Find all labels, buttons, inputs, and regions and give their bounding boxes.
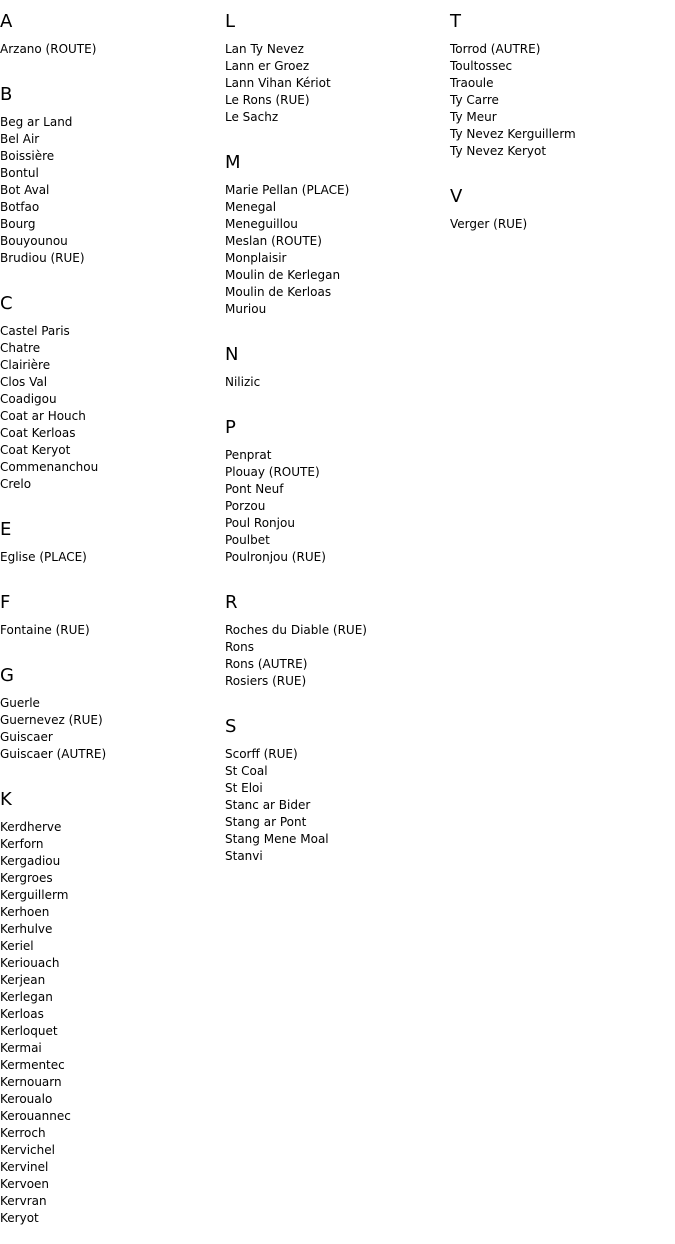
street-name: Poulronjou (RUE) <box>225 550 326 564</box>
street-name: Kerdherve <box>0 820 62 834</box>
street-name: Keriel <box>0 939 34 953</box>
street-name: Kerforn <box>0 837 44 851</box>
street-name: Boissière <box>0 149 55 163</box>
street-name: Rons <box>225 640 254 654</box>
street-name: Arzano (ROUTE) <box>0 42 97 56</box>
street-list <box>225 374 445 391</box>
section-spacer <box>225 865 445 880</box>
street-name: Marie Pellan (PLACE) <box>225 183 350 197</box>
letter-section <box>450 186 670 248</box>
letter-section <box>225 592 445 705</box>
street-name: Guiscaer (AUTRE) <box>0 747 107 761</box>
column-1 <box>0 0 220 1242</box>
section-letter-heading: R <box>225 592 238 613</box>
letter-section <box>225 417 445 581</box>
street-name: Bontul <box>0 166 39 180</box>
street-name: Kervoen <box>0 1177 50 1191</box>
street-name: Clos Val <box>0 375 48 389</box>
street-name: Keryot <box>0 1211 39 1225</box>
section-letter-heading: S <box>225 716 237 737</box>
street-name: Fontaine (RUE) <box>0 623 90 637</box>
letter-section <box>225 344 445 406</box>
section-letter-heading: C <box>0 293 13 314</box>
street-name: Penprat <box>225 448 272 462</box>
letter-section <box>0 11 220 73</box>
street-name: Bel Air <box>0 132 40 146</box>
street-name: Kerjean <box>0 973 46 987</box>
street-list <box>225 447 445 566</box>
street-name: Clairière <box>0 358 51 372</box>
section-letter-heading: F <box>0 592 11 613</box>
section-spacer <box>450 233 670 248</box>
street-name: Meslan (ROUTE) <box>225 234 322 248</box>
section-spacer <box>0 566 220 581</box>
street-name: Kerguillerm <box>0 888 69 902</box>
section-spacer <box>0 763 220 778</box>
street-name: Muriou <box>225 302 267 316</box>
street-name: Brudiou (RUE) <box>0 251 85 265</box>
section-letter-heading: E <box>0 519 12 540</box>
section-spacer <box>450 160 670 175</box>
street-name: Coat ar Houch <box>0 409 86 423</box>
street-name: Scorff (RUE) <box>225 747 298 761</box>
street-name: Le Sachz <box>225 110 279 124</box>
street-name: Kergadiou <box>0 854 61 868</box>
section-spacer <box>0 58 220 73</box>
letter-section <box>0 592 220 654</box>
street-list <box>0 41 220 58</box>
street-name: Kerhoen <box>0 905 50 919</box>
street-name: Verger (RUE) <box>450 217 528 231</box>
street-name: Stang ar Pont <box>225 815 307 829</box>
street-list <box>0 114 220 267</box>
section-letter-heading: A <box>0 11 13 32</box>
street-name: Kernouarn <box>0 1075 62 1089</box>
street-name: Kerroch <box>0 1126 46 1140</box>
street-name: Stang Mene Moal <box>225 832 329 846</box>
street-name: Kervinel <box>0 1160 49 1174</box>
street-name: Eglise (PLACE) <box>0 550 87 564</box>
street-name: Coadigou <box>0 392 57 406</box>
letter-section <box>0 293 220 508</box>
street-name: Bourg <box>0 217 36 231</box>
street-name: Kerloquet <box>0 1024 58 1038</box>
street-name: Ty Nevez Keryot <box>450 144 547 158</box>
street-name: Kermai <box>0 1041 42 1055</box>
street-name: Ty Meur <box>450 110 497 124</box>
letter-section <box>450 11 670 175</box>
section-letter-heading: G <box>0 665 14 686</box>
street-name: Coat Keryot <box>0 443 71 457</box>
street-name: Kergroes <box>0 871 53 885</box>
street-list <box>0 622 220 639</box>
street-name: Stanc ar Bider <box>225 798 311 812</box>
street-name: Kerouannec <box>0 1109 71 1123</box>
street-name: Kervran <box>0 1194 47 1208</box>
street-name: Crelo <box>0 477 32 491</box>
section-letter-heading: B <box>0 84 13 105</box>
street-name: Traoule <box>450 76 494 90</box>
street-name: Chatre <box>0 341 41 355</box>
street-name: Kerloas <box>0 1007 44 1021</box>
letter-section <box>0 789 220 1242</box>
street-list <box>225 41 445 126</box>
street-name: St Eloi <box>225 781 263 795</box>
letter-section <box>0 84 220 282</box>
street-name: Kerhulve <box>0 922 53 936</box>
street-name: Lann Vihan Kériot <box>225 76 331 90</box>
street-name: Beg ar Land <box>0 115 73 129</box>
street-name: Torrod (AUTRE) <box>450 42 541 56</box>
section-letter-heading: P <box>225 417 236 438</box>
street-list <box>450 216 670 233</box>
section-letter-heading: K <box>0 789 12 810</box>
section-spacer <box>225 391 445 406</box>
street-name: Castel Paris <box>0 324 70 338</box>
street-name: Keroualo <box>0 1092 53 1106</box>
street-name: Kermentec <box>0 1058 65 1072</box>
street-name: Toultossec <box>450 59 513 73</box>
street-name: Guerle <box>0 696 40 710</box>
street-name: Pont Neuf <box>225 482 284 496</box>
section-letter-heading: V <box>450 186 463 207</box>
letter-section <box>0 665 220 778</box>
street-name: Guernevez (RUE) <box>0 713 103 727</box>
section-letter-heading: M <box>225 152 241 173</box>
street-name: Le Rons (RUE) <box>225 93 310 107</box>
street-name: Rosiers (RUE) <box>225 674 307 688</box>
street-name: Moulin de Kerloas <box>225 285 332 299</box>
street-list <box>0 323 220 493</box>
street-list <box>0 549 220 566</box>
street-name: Ty Carre <box>450 93 499 107</box>
street-name: Meneguillou <box>225 217 298 231</box>
street-list <box>225 622 445 690</box>
street-name: Poul Ronjou <box>225 516 295 530</box>
section-spacer <box>0 267 220 282</box>
section-spacer <box>225 566 445 581</box>
street-name: Monplaisir <box>225 251 287 265</box>
street-name: Kervichel <box>0 1143 55 1157</box>
street-name: Kerlegan <box>0 990 53 1004</box>
street-list <box>450 41 670 160</box>
street-list <box>0 695 220 763</box>
street-name: Lann er Groez <box>225 59 310 73</box>
letter-section <box>225 11 445 141</box>
section-spacer <box>225 126 445 141</box>
street-name: Keriouach <box>0 956 60 970</box>
street-name: Plouay (ROUTE) <box>225 465 320 479</box>
section-letter-heading: L <box>225 11 236 32</box>
street-name: Ty Nevez Kerguillerm <box>450 127 576 141</box>
column-2 <box>225 0 445 880</box>
street-name: Bouyounou <box>0 234 68 248</box>
street-name: Coat Kerloas <box>0 426 76 440</box>
letter-section <box>0 519 220 581</box>
street-list <box>225 746 445 865</box>
column-3 <box>450 0 670 248</box>
street-name: Guiscaer <box>0 730 53 744</box>
street-name: Botfao <box>0 200 40 214</box>
street-name: Stanvi <box>225 849 263 863</box>
letter-section <box>225 716 445 880</box>
street-name: Poulbet <box>225 533 270 547</box>
section-spacer <box>225 318 445 333</box>
section-letter-heading: T <box>450 11 461 32</box>
street-name: St Coal <box>225 764 268 778</box>
street-name: Rons (AUTRE) <box>225 657 308 671</box>
section-spacer <box>0 1227 220 1242</box>
street-list <box>0 819 220 1227</box>
street-name: Commenanchou <box>0 460 99 474</box>
letter-section <box>225 152 445 333</box>
street-name: Nilizic <box>225 375 261 389</box>
section-spacer <box>225 690 445 705</box>
section-letter-heading: N <box>225 344 239 365</box>
street-name: Menegal <box>225 200 277 214</box>
street-name: Porzou <box>225 499 266 513</box>
section-spacer <box>0 493 220 508</box>
section-spacer <box>0 639 220 654</box>
street-name: Moulin de Kerlegan <box>225 268 341 282</box>
street-name: Bot Aval <box>0 183 50 197</box>
street-name: Lan Ty Nevez <box>225 42 304 56</box>
street-name: Roches du Diable (RUE) <box>225 623 367 637</box>
street-list <box>225 182 445 318</box>
